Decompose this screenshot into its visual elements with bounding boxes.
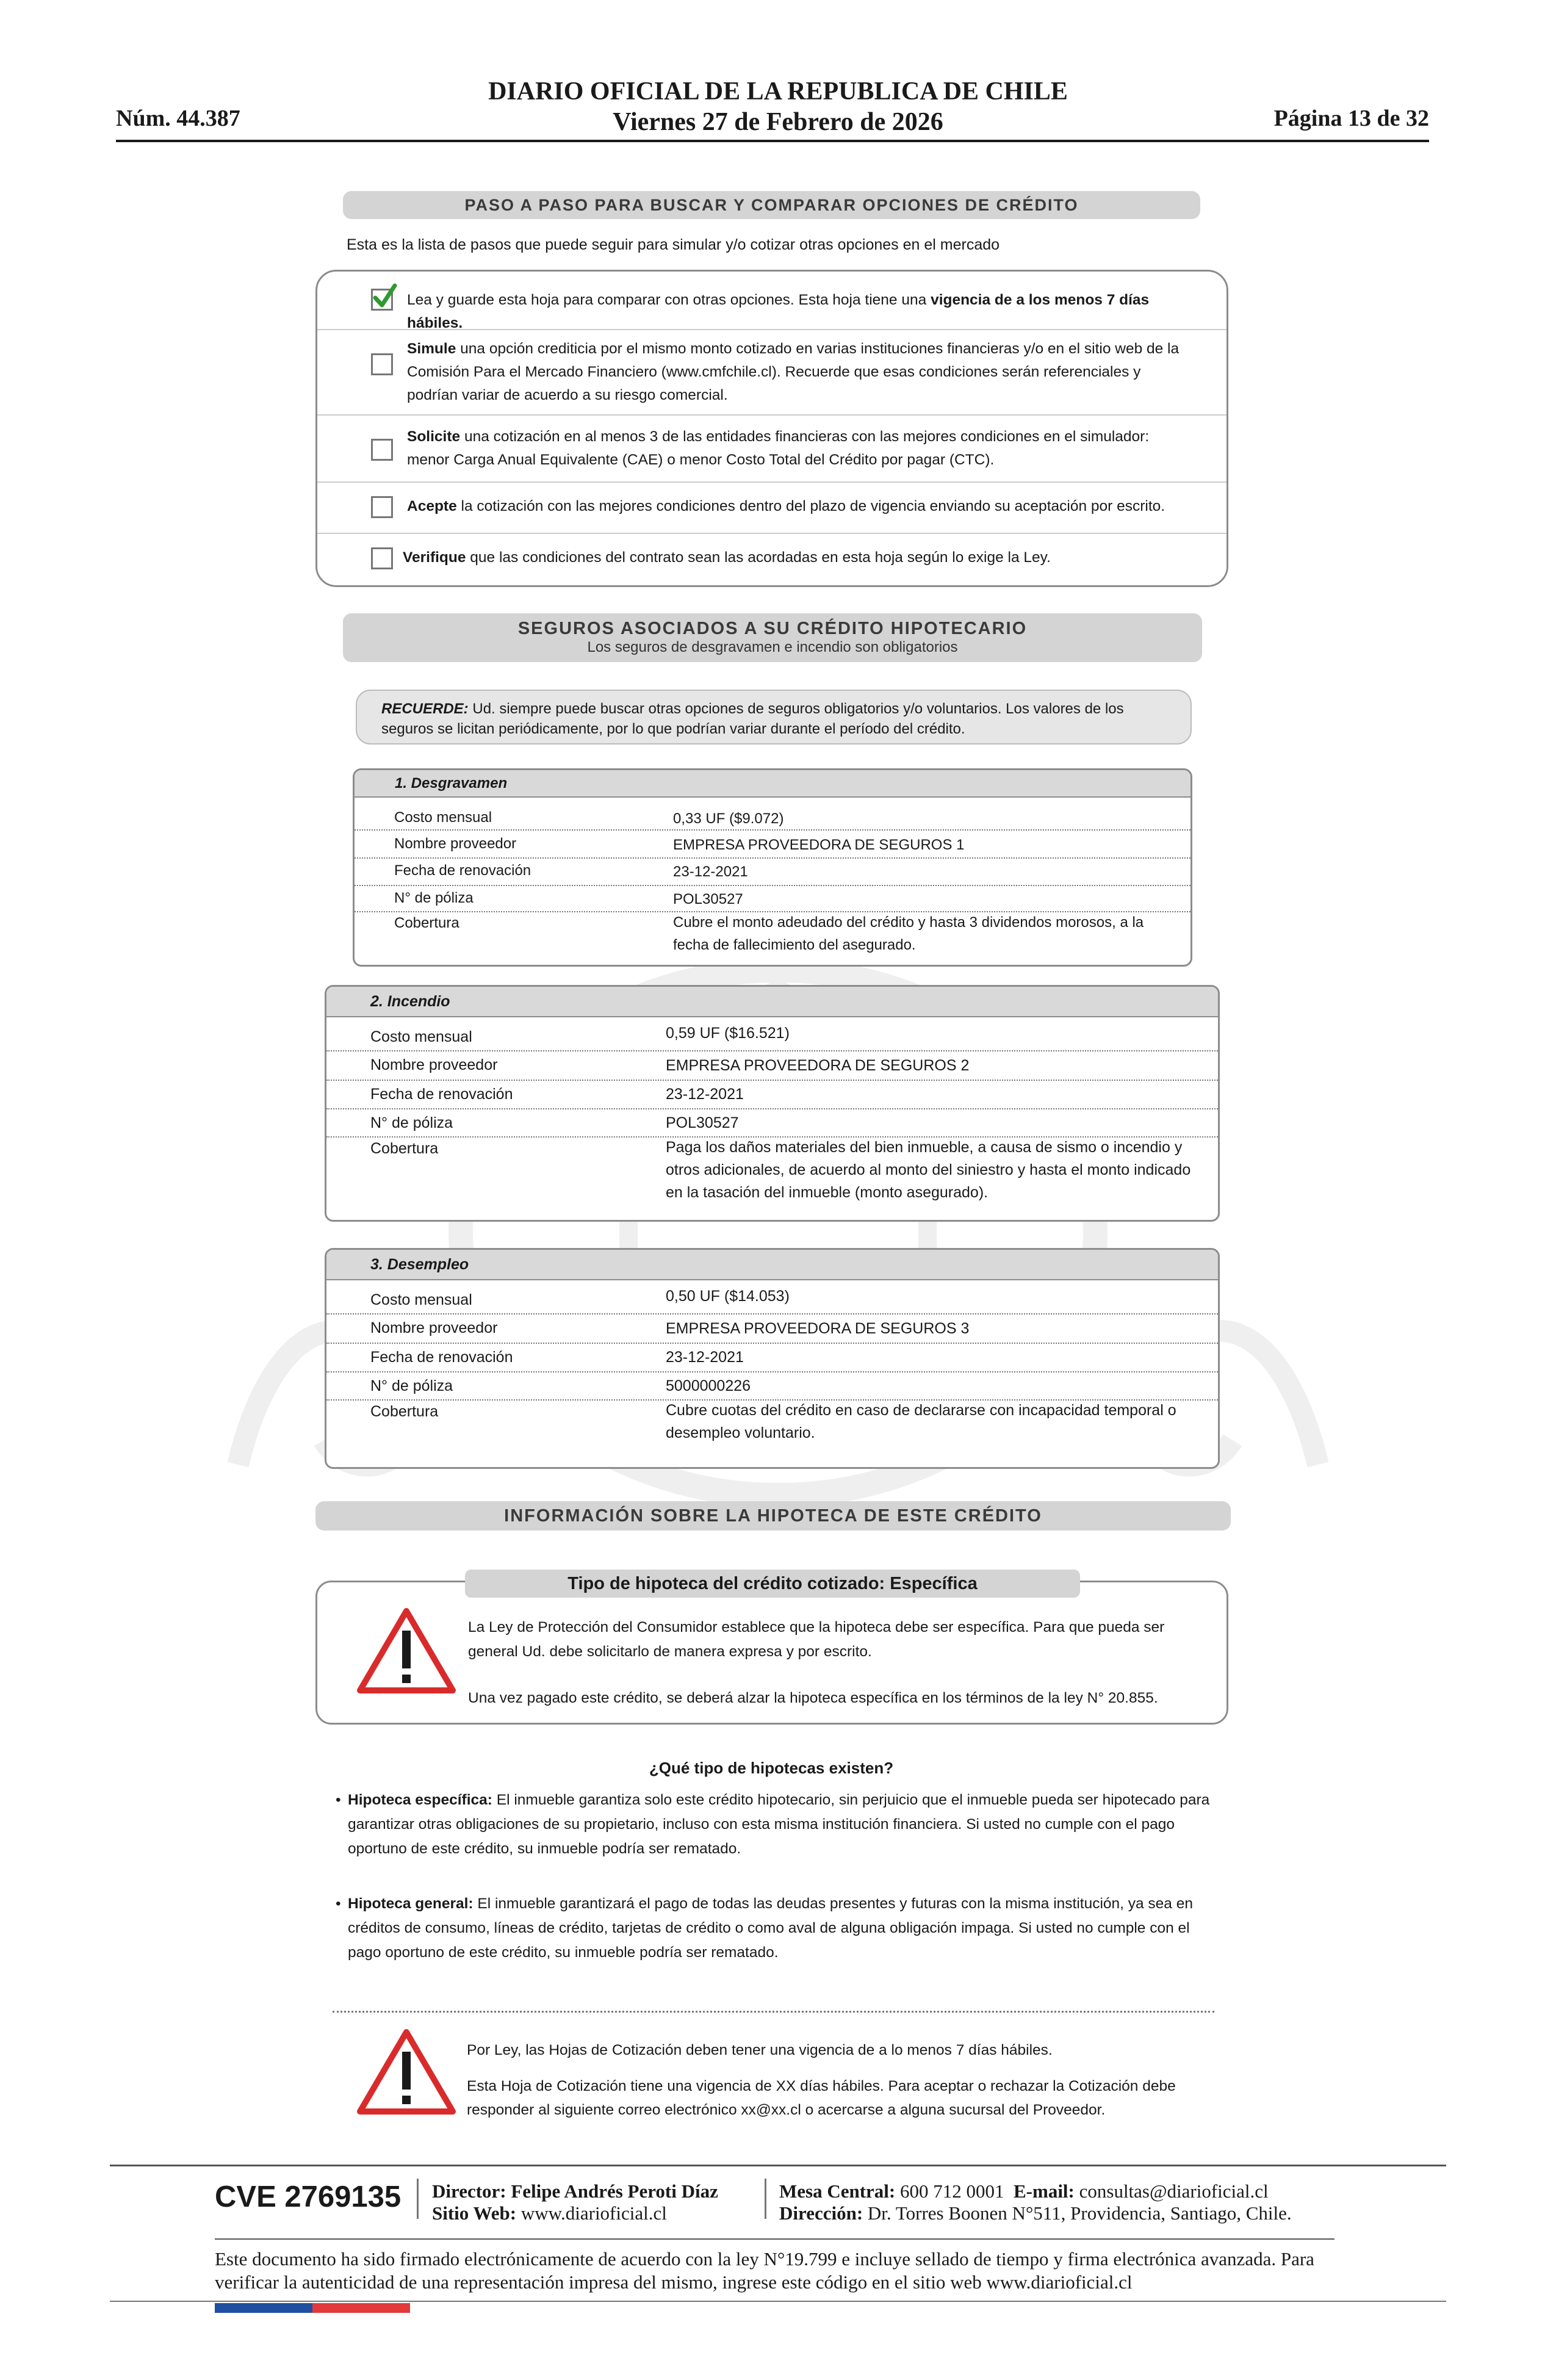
steps-intro: Esta es la lista de pasos que puede seguir para simular y/o cotizar otras opciones en el mercado [347,236,1000,253]
step-text-rest: una opción crediticia por el mismo monto cotizado en varias instituciones financieras y/o en el sitio web de la Comisión Para el Mercado Financiero (www.cmfchile.cl). Recuerde que esas condiciones serán referenciales y podrían variar de acuerdo a su riesgo comercial. [407,341,1180,403]
phone-label: Mesa Central: [779,2180,896,2202]
insurance-table-desgravamen [353,768,1192,967]
insurance-subtitle: Los seguros de desgravamen e incendio son obligatorios [587,639,958,655]
table-row [355,912,1190,966]
reminder-box [356,690,1192,745]
mortgage-warning-2: Una vez pagado este crédito, se deberá alzar la hipoteca específica en los términos de la ley N° 20.855. [468,1690,1158,1706]
header-rule [116,140,1429,142]
step-checkbox[interactable] [371,496,393,518]
row-label: N° de póliza [370,1377,453,1394]
address-label: Dirección: [779,2202,863,2224]
table-row [326,1109,1218,1138]
checklist-item [317,330,1226,416]
row-value: POL30527 [666,1114,739,1131]
row-value: EMPRESA PROVEEDORA DE SEGUROS 1 [673,837,965,853]
row-value: POL30527 [673,891,743,907]
mortgage-warning-text [468,1615,1200,1711]
step-text [407,289,1188,335]
director-label: Director: [432,2180,506,2202]
row-label: Nombre proveedor [370,1056,498,1073]
row-label: Cobertura [370,1140,439,1157]
step-text-emphasis: Acepte [407,498,457,514]
table-row [326,1372,1218,1401]
insurance-title-text: SEGUROS ASOCIADOS A SU CRÉDITO HIPOTECARIO [517,619,1028,638]
footer-director-block [432,2180,718,2224]
web-label: Sitio Web: [432,2202,517,2224]
checklist-item [317,272,1226,330]
step-text [407,425,1188,472]
phone-number: 600 712 0001 [900,2180,1004,2202]
mortgage-section-title: INFORMACIÓN SOBRE LA HIPOTECA DE ESTE CRÉDITO [315,1501,1231,1531]
cve-code: CVE 2769135 [215,2180,402,2213]
step-checkbox[interactable] [371,547,393,569]
row-label: N° de póliza [370,1114,453,1131]
table-header: 2. Incendio [326,987,1218,1017]
step-text-rest: una cotización en al menos 3 de las entidades financieras con las mejores condiciones en el simulador: menor Carga Anual Equivalente (CAE) o menor Costo Total del Crédito por pagar (CTC). [407,428,1150,468]
validity-notice [467,2038,1205,2122]
row-value: Cubre cuotas del crédito en caso de declararse con incapacidad temporal o desempleo voluntario. [666,1402,1176,1441]
row-label: Fecha de renovación [370,1086,513,1103]
footer-rule [110,2165,1446,2166]
step-text [403,546,1184,569]
issue-number: Núm. 44.387 [116,106,240,131]
table-row [355,800,1190,831]
row-label: Fecha de renovación [394,862,531,879]
step-text-emphasis: vigencia de a los menos 7 días hábiles. [407,292,1150,331]
web-link[interactable]: www.diarioficial.cl [520,2202,667,2224]
table-row [355,859,1190,886]
step-text-rest: que las condiciones del contrato sean las acordadas en esta hoja según lo exige la Ley. [466,549,1051,566]
insurance-table-incendio [325,985,1220,1222]
row-value: Paga los daños materiales del bien inmueble, a causa de sismo o incendio y otros adicionales, de acuerdo al monto del siniestro y hasta el monto indicado en la tasación del inmueble (monto asegurado). [666,1139,1191,1201]
footer-contact-block [779,2180,1292,2224]
row-value: 23-12-2021 [666,1086,744,1103]
step-text-emphasis: Solicite [407,428,461,445]
table-row [326,1344,1218,1372]
email-label: E-mail: [1014,2180,1075,2202]
reminder-label: RECUERDE: [381,701,469,717]
row-value: EMPRESA PROVEEDORA DE SEGUROS 3 [666,1320,970,1337]
list-item: • Hipoteca específica: El inmueble garantiza solo este crédito hipotecario, sin perjuicio que el inmueble pueda ser hipotecado para garantizar otras obligaciones de su propietario, incluso con esta misma institución financiera. Si usted no cumple con el pago oportuno de este crédito, su inmueble podría ser rematado. [336,1792,1210,1857]
step-checkbox[interactable] [371,439,393,461]
row-value: 0,50 UF ($14.053) [666,1288,790,1305]
row-label: Cobertura [370,1403,439,1420]
list-item: • Hipoteca general: El inmueble garantizará el pago de todas las deudas presentes y futuras con la misma institución, ya sea en créditos de consumo, líneas de crédito, tarjetas de crédito o como aval de alguna obligación impaga. Si usted no cumple con el pago oportuno de este crédito, su inmueble podría ser rematado. [336,1895,1193,1961]
row-label: Nombre proveedor [394,835,517,852]
masthead-title: DIARIO OFICIAL DE LA REPUBLICA DE CHILE [488,78,1068,106]
director-name: Felipe Andrés Peroti Díaz [511,2180,718,2202]
row-label: Costo mensual [394,809,492,826]
step-text [407,495,1188,518]
email-link[interactable]: consultas@diarioficial.cl [1079,2180,1269,2202]
table-row [326,1401,1218,1468]
row-label: Cobertura [394,915,459,931]
step-text-emphasis: Verifique [403,549,466,566]
step-text-lead: Lea y guarde esta hoja para comparar con otras opciones. Esta hoja tiene una [407,292,931,308]
row-value: 5000000226 [666,1377,751,1394]
issue-date: Viernes 27 de Febrero de 2026 [613,108,943,136]
step-text [407,337,1188,407]
row-value: 23-12-2021 [673,864,748,880]
footer-rule [215,2238,1334,2240]
step-checkbox[interactable] [371,353,393,375]
page-number: Página 13 de 32 [1273,106,1429,131]
footer-separator [765,2179,766,2219]
step-text-emphasis: Simule [407,341,456,357]
mortgage-type-text: El inmueble garantiza solo este crédito hipotecario, sin perjuicio que el inmueble pueda ser hipotecado para garantizar otras obligaciones de su propietario, incluso con esta misma institución financiera. Si usted no cumple con el pago oportuno de este crédito, su inmueble podría ser rematado. [348,1792,1210,1857]
insurance-section-title [343,613,1202,662]
warning-triangle-icon [355,2026,458,2118]
table-row [326,1314,1218,1344]
table-header: 3. Desempleo [326,1250,1218,1280]
mortgage-type-text: El inmueble garantizará el pago de todas las deudas presentes y futuras con la misma institución, ya sea en créditos de consumo, líneas de crédito, tarjetas de crédito o como aval de alguna obligación impaga. Si usted no cumple con el pago oportuno de este crédito, su inmueble podría ser rematado. [348,1895,1193,1961]
checklist-item [317,534,1226,585]
step-checkbox[interactable] [371,289,393,311]
insurance-table-desempleo [325,1248,1220,1469]
row-value: Cubre el monto adeudado del crédito y hasta 3 dividendos morosos, a la fecha de fallecimiento del asegurado. [673,914,1144,953]
address-text: Dr. Torres Boonen N°511, Providencia, Santiago, Chile. [867,2202,1292,2224]
footer-separator [417,2179,419,2219]
warning-triangle-icon [355,1605,458,1697]
validity-line-1: Por Ley, las Hojas de Cotización deben tener una vigencia de a lo menos 7 días hábiles. [467,2042,1053,2058]
mortgage-question: ¿Qué tipo de hipotecas existen? [649,1759,894,1777]
row-label: Costo mensual [370,1028,472,1045]
row-value: 0,33 UF ($9.072) [673,810,784,827]
checkmark-icon [370,282,400,311]
table-row [326,1283,1218,1314]
mortgage-type-name: Hipoteca general: [348,1895,474,1912]
steps-checklist [315,270,1228,587]
checklist-item [317,416,1226,483]
mortgage-type-list [336,1788,1214,1965]
reminder-text: Ud. siempre puede buscar otras opciones de seguros obligatorios y/o voluntarios. Los valores de los seguros se licitan periódicamente, por lo que podrían variar durante el período del crédito. [381,701,1124,737]
mortgage-type-name: Hipoteca específica: [348,1792,492,1808]
row-value: EMPRESA PROVEEDORA DE SEGUROS 2 [666,1057,970,1074]
mortgage-warning-1: La Ley de Protección del Consumidor establece que la hipoteca debe ser específica. Para que pueda ser general Ud. debe solicitarlo de manera expresa y por escrito. [468,1619,1165,1660]
flag-stripe-red [312,2303,410,2313]
dotted-divider [333,2011,1214,2013]
mortgage-type-label: Tipo de hipoteca del crédito cotizado: Específica [465,1570,1080,1598]
table-header: 1. Desgravamen [355,770,1190,798]
validity-line-2: Esta Hoja de Cotización tiene una vigencia de XX días hábiles. Para aceptar o rechazar la Cotización debe responder al siguiente correo electrónico xx@xx.cl o acercarse a alguna sucursal del Proveedor. [467,2078,1176,2118]
table-row [326,1020,1218,1051]
row-label: Fecha de renovación [370,1349,513,1366]
signature-note: Este documento ha sido firmado electrónicamente de acuerdo con la ley N°19.799 e incluye sellado de tiempo y firma electrónica avanzada. Para verificar la autenticidad de una representación impresa del mismo, ingrese este código en el sitio web www.diarioficial.cl [215,2248,1314,2293]
table-row [355,886,1190,912]
table-row [355,831,1190,859]
row-label: N° de póliza [394,890,474,906]
table-row [326,1081,1218,1109]
row-value: 0,59 UF ($16.521) [666,1025,790,1042]
steps-section-title: PASO A PASO PARA BUSCAR Y COMPARAR OPCIONES DE CRÉDITO [343,191,1200,219]
row-label: Costo mensual [370,1291,472,1308]
checklist-item [317,483,1226,534]
table-row [326,1138,1218,1221]
footer-rule [110,2301,1446,2302]
table-row [326,1051,1218,1081]
row-value: 23-12-2021 [666,1349,744,1366]
flag-stripe-blue [215,2303,312,2313]
step-text-rest: la cotización con las mejores condiciones dentro del plazo de vigencia enviando su aceptación por escrito. [456,498,1165,514]
row-label: Nombre proveedor [370,1319,498,1336]
